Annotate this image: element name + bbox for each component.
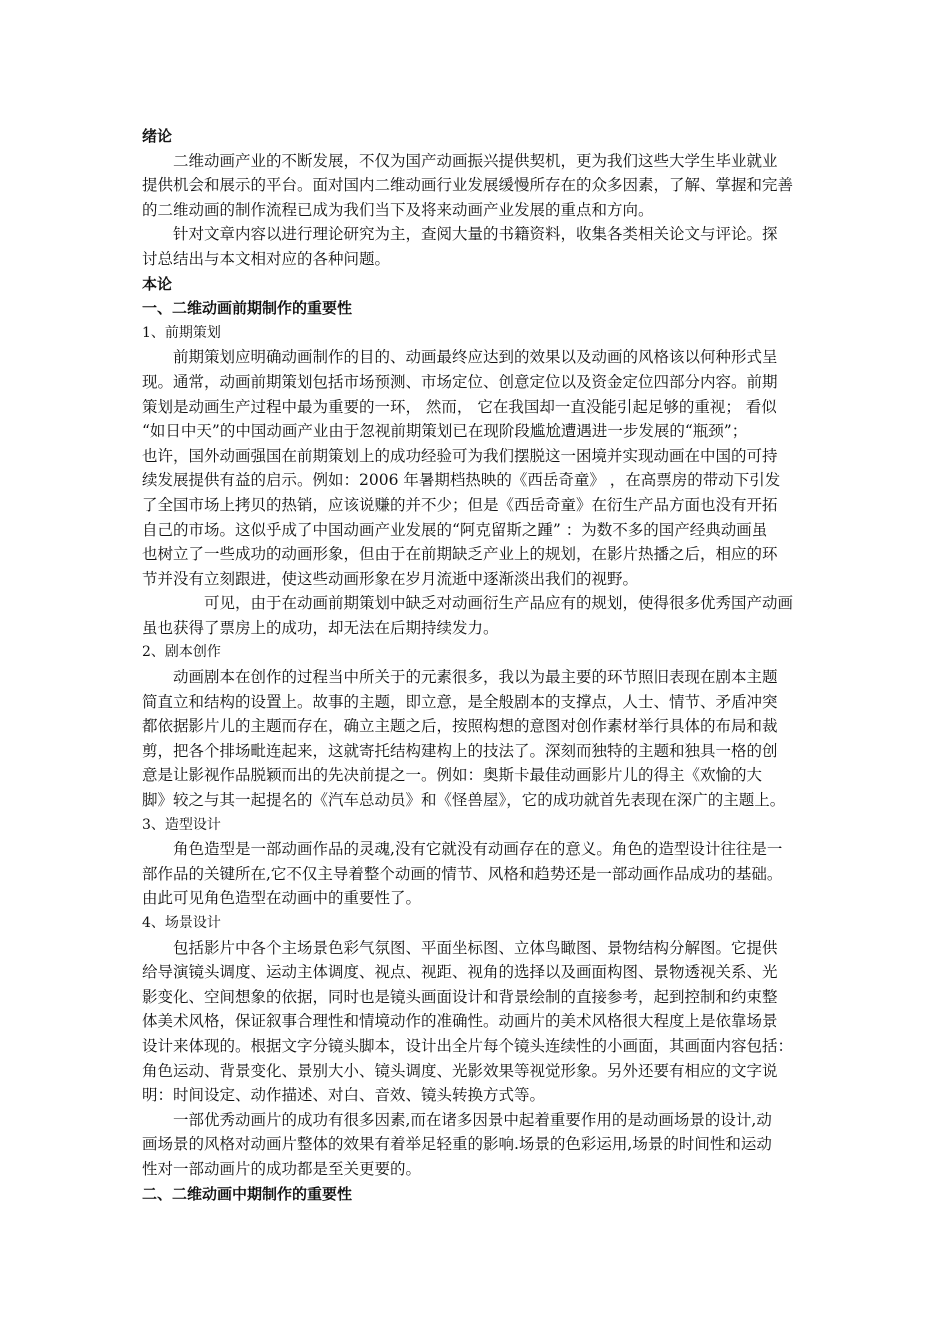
paragraph-line: 都依据影片儿的主题而存在，确立主题之后，按照构想的意图对创作素材举行具体的布局和裁 [142,717,778,736]
paragraph-line: 的二维动画的制作流程已成为我们当下及将来动画产业发展的重点和方向。 [142,200,654,219]
paragraph-line: 画场景的风格对动画片整体的效果有着举足轻重的影响.场景的色彩运用,场景的时间性和运动 [142,1135,772,1154]
paragraph-line: 性对一部动画片的成功都是至关更要的。 [142,1159,422,1178]
paragraph-line: 意是让影视作品脱颖而出的先决前提之一。例如：奥斯卡最佳动画影片儿的得主《欢愉的大 [142,766,763,785]
paragraph-line: 提供机会和展示的平台。面对国内二维动画行业发展缓慢所存在的众多因素，了解、掌握和完善 [142,176,794,195]
paragraph-line: 节并没有立刻跟进，使这些动画形象在岁月流逝中逐渐淡出我们的视野。 [142,569,639,588]
section-title: 二、二维动画中期制作的重要性 [142,1184,353,1203]
heading-intro: 绪论 [142,127,173,145]
paragraph-line: 明：时间设定、动作描述、对白、音效、镜头转换方式等。 [142,1086,546,1105]
paragraph-line: 也树立了一些成功的动画形象，但由于在前期缺乏产业上的规划，在影片热播之后，相应的环 [142,545,778,564]
paragraph-line: 策划是动画生产过程中最为重要的一环， 然而， 它在我国却一直没能引起足够的重视； 看似 [142,397,777,416]
paragraph-line: 讨总结出与本文相对应的各种问题。 [142,249,391,268]
subsection-title: 1、前期策划 [142,324,221,341]
paragraph-line: 现。通常，动画前期策划包括市场预测、市场定位、创意定位以及资金定位四部分内容。前期 [142,372,778,391]
section-title: 一、二维动画前期制作的重要性 [142,299,353,318]
paragraph-line: 由此可见角色造型在动画中的重要性了。 [142,889,422,908]
paragraph-line: 前期策划应明确动画制作的目的、动画最终应达到的效果以及动画的风格该以何种形式呈 [173,348,778,367]
paragraph-line: 动画剧本在创作的过程当中所关于的元素很多，我以为最主要的环节照旧表现在剧本主题 [173,668,778,687]
paragraph-line: 也许，国外动画强国在前期策划上的成功经验可为我们摆脱这一困境并实现动画在中国的可持 [142,446,778,465]
paragraph-line: 简直立和结构的设置上。故事的主题，即立意，是全般剧本的支撑点，人士、情节、矛盾冲突 [142,692,778,711]
paragraph-line: 剪，把各个排场毗连起来，这就寄托结构建构上的技法了。深刻而独特的主题和独具一格的创 [142,741,778,760]
paragraph-line: 虽也获得了票房上的成功，却无法在后期持续发力。 [142,618,499,637]
paragraph-line: 针对文章内容以进行理论研究为主，查阅大量的书籍资料，收集各类相关论文与评论。探 [173,225,778,244]
heading-body: 本论 [142,274,173,293]
paragraph-line: 给导演镜头调度、运动主体调度、视点、视距、视角的选择以及画面构图、景物透视关系、光 [142,963,778,982]
paragraph-line: 角色造型是一部动画作品的灵魂,没有它就没有动画存在的意义。角色的造型设计往往是一 [173,840,783,859]
paragraph-line: “如日中天”的中国动画产业由于忽视前期策划已在现阶段尴尬遭遇进一步发展的“瓶颈”； [142,422,748,441]
paragraph-line: 二维动画产业的不断发展，不仅为国产动画振兴提供契机，更为我们这些大学生毕业就业 [173,151,778,170]
paragraph-line: 体美术风格，保证叙事合理性和情境动作的准确性。动画片的美术风格很大程度上是依靠场景 [142,1012,778,1031]
paragraph-line: 影变化、空间想象的依据，同时也是镜头画面设计和背景绘制的直接参考，起到控制和约束整 [142,987,778,1006]
subsection-title: 3、造型设计 [142,816,221,833]
paragraph-line: 包括影片中各个主场景色彩气氛图、平面坐标图、立体鸟瞰图、景物结构分解图。它提供 [173,938,778,957]
paragraph-line: 角色运动、背景变化、景别大小、镜头调度、光影效果等视觉形象。另外还要有相应的文字说 [142,1061,778,1080]
subsection-title: 2、剧本创作 [142,644,221,661]
paragraph-line: 了全国市场上拷贝的热销，应该说赚的并不少；但是《西岳奇童》在衍生产品方面也没有开拓 [142,495,778,514]
subsection-title: 4、场景设计 [142,915,221,931]
paragraph-line: 一部优秀动画片的成功有很多因素,而在诸多因景中起着重要作用的是动画场景的设计,动 [173,1110,772,1129]
paragraph-line: 设计来体现的。根据文字分镜头脚本，设计出全片每个镜头连续性的小画面，其画面内容包括： [142,1036,794,1055]
paragraph-line: 可见，由于在动画前期策划中缺乏对动画衍生产品应有的规划，使得很多优秀国产动画 [204,594,794,613]
paragraph-line: 脚》较之与其一起提名的《汽车总动员》和《怪兽屋》，它的成功就首先表现在深广的主题上。 [142,791,786,810]
paragraph-line: 续发展提供有益的启示。例如：2006 年暑期档热映的《西岳奇童》 ，在高票房的带动下引发 [142,471,781,490]
paragraph-line: 部作品的关键所在,它不仅主导着整个动画的情节、风格和趋势还是一部动画作品成功的基础。 [142,864,783,883]
paragraph-line: 自己的市场。这似乎成了中国动画产业发展的“阿克留斯之踵” ：为数不多的国产经典动画虽 [142,520,768,539]
